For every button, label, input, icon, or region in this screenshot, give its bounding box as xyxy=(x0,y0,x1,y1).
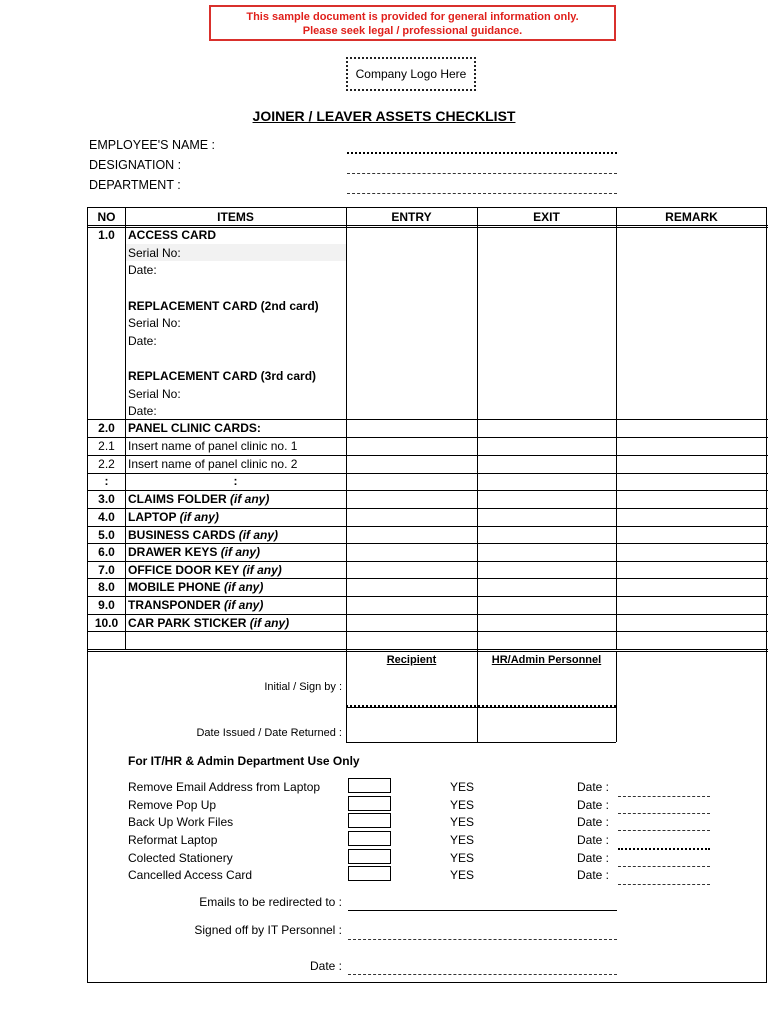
row-item: Serial No: xyxy=(128,246,181,260)
row-item: REPLACEMENT CARD (3rd card) xyxy=(128,369,317,383)
row-rule xyxy=(88,455,768,456)
item-suffix: (if any) xyxy=(220,545,261,559)
row-no: 2.2 xyxy=(98,457,115,471)
task-checkbox[interactable] xyxy=(348,796,391,811)
task-label: Cancelled Access Card xyxy=(128,868,253,882)
row-no: 5.0 xyxy=(98,528,115,542)
task-yes: YES xyxy=(450,868,475,882)
task-date-label: Date : xyxy=(577,851,610,865)
row-no: 3.0 xyxy=(98,492,115,506)
task-yes: YES xyxy=(450,851,475,865)
row-rule xyxy=(88,649,768,650)
recipient-heading: Recipient xyxy=(386,654,437,666)
task-date-label: Date : xyxy=(577,868,610,882)
item-name: OFFICE DOOR KEY xyxy=(128,563,240,577)
row-no: 7.0 xyxy=(98,563,115,577)
task-date-label: Date : xyxy=(577,815,610,829)
header-items: ITEMS xyxy=(217,210,254,224)
row-no: 8.0 xyxy=(98,580,115,594)
item-suffix: (if any) xyxy=(249,616,290,630)
row-no: 9.0 xyxy=(98,598,115,612)
task-checkbox[interactable] xyxy=(348,849,391,864)
row-rule xyxy=(88,614,768,615)
signed-off-it-field[interactable] xyxy=(348,939,617,940)
task-date-field[interactable] xyxy=(618,884,710,885)
task-label: Remove Email Address from Laptop xyxy=(128,780,321,794)
signoff-rule xyxy=(346,742,616,743)
row-rule xyxy=(88,508,768,509)
row-rule xyxy=(88,419,768,420)
col-divider-no xyxy=(125,208,126,649)
item-name: DRAWER KEYS xyxy=(128,545,218,559)
row-item: Date: xyxy=(128,404,157,418)
row-rule xyxy=(88,437,768,438)
employee-name-field[interactable] xyxy=(347,152,617,154)
initial-sign-field[interactable] xyxy=(346,705,616,707)
row-item: Insert name of panel clinic no. 1 xyxy=(128,439,298,453)
designation-field[interactable] xyxy=(347,173,617,174)
it-section-heading: For IT/HR & Admin Department Use Only xyxy=(128,754,360,768)
task-checkbox[interactable] xyxy=(348,866,391,881)
row-item xyxy=(128,510,219,524)
hr-admin-heading: HR/Admin Personnel xyxy=(491,654,602,666)
item-name: CLAIMS FOLDER xyxy=(128,492,227,506)
row-rule xyxy=(88,490,768,491)
document-title-text: JOINER / LEAVER ASSETS CHECKLIST xyxy=(252,108,516,124)
row-item xyxy=(128,598,263,612)
designation-label: DESIGNATION : xyxy=(89,158,182,172)
date-issued-label: Date Issued / Date Returned : xyxy=(196,727,342,739)
task-date-label: Date : xyxy=(577,798,610,812)
task-date-label: Date : xyxy=(577,780,610,794)
disclaimer-line-2: Please seek legal / professional guidance. xyxy=(302,25,523,37)
task-checkbox[interactable] xyxy=(348,831,391,846)
row-rule xyxy=(88,631,768,632)
item-suffix: (if any) xyxy=(242,563,282,577)
row-item xyxy=(128,528,278,542)
item-suffix: (if any) xyxy=(224,598,264,612)
row-item: Insert name of panel clinic no. 2 xyxy=(128,457,298,471)
employee-name-label: EMPLOYEE'S NAME : xyxy=(89,138,216,152)
row-no: 2.0 xyxy=(98,421,115,435)
task-checkbox[interactable] xyxy=(348,778,391,793)
final-date-label: Date : xyxy=(309,959,342,973)
task-label: Remove Pop Up xyxy=(128,798,217,812)
task-date-label: Date : xyxy=(577,833,610,847)
row-no: 6.0 xyxy=(98,545,115,559)
row-item: Date: xyxy=(128,263,157,277)
row-rule xyxy=(88,526,768,527)
row-no: 4.0 xyxy=(98,510,115,524)
item-suffix: (if any) xyxy=(238,528,279,542)
disclaimer-banner xyxy=(209,5,616,41)
item-name: TRANSPONDER xyxy=(128,598,221,612)
task-date-field[interactable] xyxy=(618,866,710,867)
department-field[interactable] xyxy=(347,193,617,194)
item-suffix: (if any) xyxy=(179,510,219,524)
task-date-field[interactable] xyxy=(618,796,710,797)
row-item: : xyxy=(233,474,238,488)
signoff-rule xyxy=(346,707,616,708)
row-no: : xyxy=(104,474,109,488)
header-rule-1 xyxy=(88,225,768,226)
task-checkbox[interactable] xyxy=(348,813,391,828)
department-label: DEPARTMENT : xyxy=(89,178,181,192)
task-yes: YES xyxy=(450,833,475,847)
disclaimer-line-1: This sample document is provided for general information only. xyxy=(246,11,579,23)
row-item: PANEL CLINIC CARDS: xyxy=(128,421,261,435)
item-name: LAPTOP xyxy=(128,510,177,524)
header-entry: ENTRY xyxy=(391,210,432,224)
item-suffix: (if any) xyxy=(224,580,264,594)
emails-redirect-field[interactable] xyxy=(348,910,617,911)
row-item: Date: xyxy=(128,334,157,348)
signed-off-it-label: Signed off by IT Personnel : xyxy=(194,923,342,937)
row-no: 2.1 xyxy=(98,439,115,453)
final-date-field[interactable] xyxy=(348,974,617,975)
row-item xyxy=(128,545,260,559)
row-rule xyxy=(88,543,768,544)
row-item: Serial No: xyxy=(128,316,181,330)
company-logo-placeholder: Company Logo Here xyxy=(346,57,476,91)
item-name: BUSINESS CARDS xyxy=(128,528,236,542)
task-date-field[interactable] xyxy=(618,848,710,850)
row-no: 1.0 xyxy=(98,228,115,242)
header-no: NO xyxy=(97,210,116,224)
task-date-field[interactable] xyxy=(618,813,710,814)
task-yes: YES xyxy=(450,798,475,812)
row-item: ACCESS CARD xyxy=(128,228,217,242)
signoff-col-divider xyxy=(616,651,617,742)
row-rule xyxy=(88,651,768,652)
task-label: Reformat Laptop xyxy=(128,833,218,847)
task-yes: YES xyxy=(450,815,475,829)
task-label: Back Up Work Files xyxy=(128,815,234,829)
initial-sign-label: Initial / Sign by : xyxy=(264,681,342,693)
row-item xyxy=(128,580,263,594)
item-name: MOBILE PHONE xyxy=(128,580,221,594)
row-rule xyxy=(88,578,768,579)
row-item: Serial No: xyxy=(128,387,181,401)
row-no: 10.0 xyxy=(94,616,119,630)
header-exit: EXIT xyxy=(533,210,560,224)
header-remark: REMARK xyxy=(665,210,718,224)
document-title xyxy=(0,108,768,124)
checklist-table xyxy=(87,207,767,983)
task-yes: YES xyxy=(450,780,475,794)
row-rule xyxy=(88,596,768,597)
task-date-field[interactable] xyxy=(618,830,710,831)
row-item xyxy=(128,616,289,630)
row-item xyxy=(128,492,269,506)
col-divider-exit xyxy=(616,208,617,649)
row-item: REPLACEMENT CARD (2nd card) xyxy=(128,299,319,313)
emails-redirect-label: Emails to be redirected to : xyxy=(199,895,342,909)
item-name: CAR PARK STICKER xyxy=(128,616,247,630)
task-label: Colected Stationery xyxy=(128,851,233,865)
row-rule xyxy=(88,561,768,562)
item-suffix: (if any) xyxy=(230,492,270,506)
row-item xyxy=(128,563,282,577)
